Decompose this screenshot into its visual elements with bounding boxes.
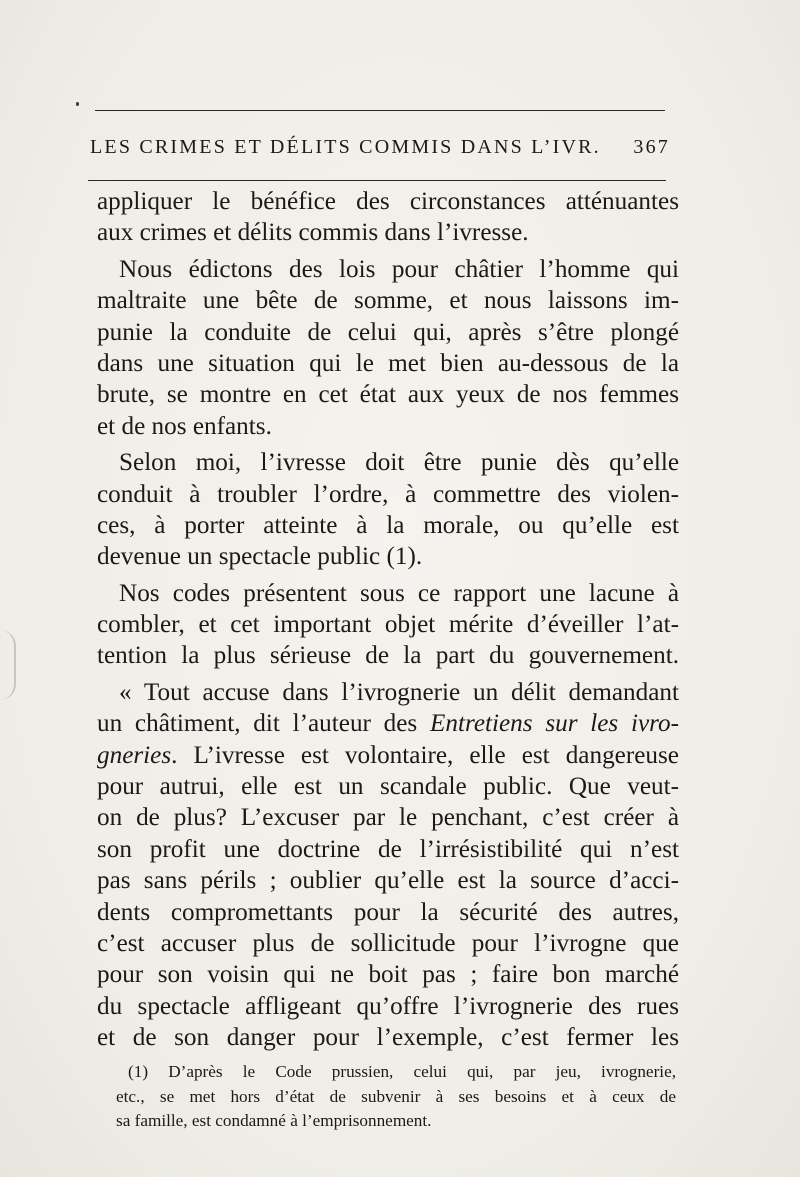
text-line: dents compromettants pour la sécurité des autres,: [97, 898, 679, 926]
text-line: maltraite une bête de somme, et nous laissons im-: [97, 287, 679, 315]
text-line: aux crimes et délits commis dans l’ivresse.: [97, 219, 529, 247]
print-speck: [76, 102, 79, 106]
running-head: [90, 127, 670, 167]
header-rule-top: [95, 110, 665, 111]
text-line: brute, se montre en cet état aux yeux de nos femmes: [97, 381, 679, 409]
footnote-line: sa famille, est condamné à l’emprisonnement.: [116, 1111, 432, 1130]
text-line: gneries. L’ivresse est volontaire, elle est dangereuse: [97, 741, 679, 769]
text-line: un châtiment, dit l’auteur des Entretiens sur les ivro-: [97, 710, 680, 738]
text-line: ces, à porter atteinte à la morale, ou qu’elle est: [97, 511, 679, 539]
text-line: dans une situation qui le met bien au-dessous de la: [97, 349, 679, 377]
text-line: c’est accuser plus de sollicitude pour l’ivrogne que: [97, 929, 679, 957]
text-line: tention la plus sérieuse de la part du gouvernement.: [97, 642, 679, 670]
text-line: « Tout accuse dans l’ivrognerie un délit demandant: [119, 678, 679, 706]
text-line: Selon moi, l’ivresse doit être punie dès qu’elle: [119, 449, 679, 477]
text-line: son profit une doctrine de l’irrésistibilité qui n’est: [97, 835, 679, 863]
page-number: 367: [633, 135, 670, 158]
body-text: [97, 186, 679, 1054]
text-line: pour son voisin qui ne boit pas ; faire bon marché: [97, 961, 679, 989]
text-line: du spectacle affligeant qu’offre l’ivrognerie des rues: [97, 992, 679, 1020]
text-line: et de nos enfants.: [97, 412, 272, 440]
footnote-line: etc., se met hors d’état de subvenir à ses besoins et à ceux de: [116, 1086, 676, 1106]
binding-edge: [0, 630, 16, 700]
running-title: LES CRIMES ET DÉLITS COMMIS DANS L’IVR.: [90, 135, 601, 158]
text-line: Nos codes présentent sous ce rapport une lacune à: [119, 579, 679, 607]
text-line: combler, et cet important objet mérite d’éveiller l’at-: [97, 611, 679, 639]
text-line: appliquer le bénéfice des circonstances atténuantes: [97, 188, 679, 215]
text-line: devenue un spectacle public (1).: [97, 543, 423, 571]
text-line: pour autrui, elle est un scandale public. Que veut-: [97, 773, 679, 801]
header-rule-bottom: [88, 180, 666, 181]
text-line: Nous édictons des lois pour châtier l’homme qui: [119, 255, 679, 283]
text-line: punie la conduite de celui qui, après s’être plongé: [97, 318, 679, 346]
text-line: et de son danger pour l’exemple, c’est fermer les: [97, 1024, 679, 1052]
text-line: pas sans périls ; oublier qu’elle est la source d’acci-: [97, 867, 679, 895]
footnotes: [116, 1060, 676, 1134]
text-line: on de plus? L’excuser par le penchant, c’est créer à: [97, 804, 679, 832]
footnote-line: (1) D’après le Code prussien, celui qui, par jeu, ivrognerie,: [128, 1062, 676, 1081]
text-line: conduit à troubler l’ordre, à commettre des violen-: [97, 480, 679, 508]
